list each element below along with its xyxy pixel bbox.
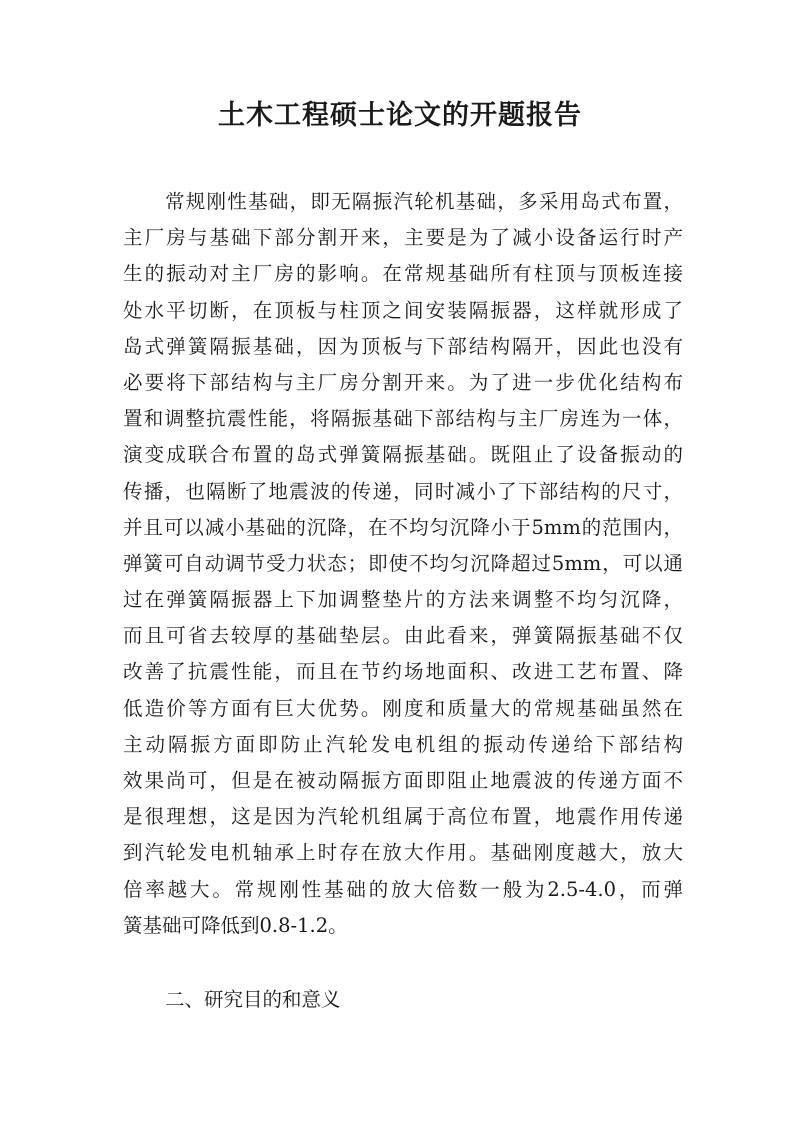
paragraph-line: 倍率越大。常规刚性基础的放大倍数一般为2.5-4.0，而弹: [123, 877, 683, 901]
paragraph-line: 并且可以减小基础的沉降，在不均匀沉降小于5mm的范围内，: [123, 515, 683, 539]
paragraph-line: 低造价等方面有巨大优势。刚度和质量大的常规基础虽然在: [123, 696, 683, 720]
paragraph-line: 而且可省去较厚的基础垫层。由此看来，弹簧隔振基础不仅: [123, 624, 683, 648]
paragraph-line: 演变成联合布置的岛式弹簧隔振基础。既阻止了设备振动的: [123, 443, 683, 467]
body-paragraph: [123, 184, 683, 944]
paragraph-line: 置和调整抗震性能，将隔振基础下部结构与主厂房连为一体，: [123, 407, 683, 431]
document-title: 土木工程硕士论文的开题报告: [218, 100, 582, 131]
paragraph-line: 改善了抗震性能，而且在节约场地面积、改进工艺布置、降: [123, 660, 683, 684]
paragraph-line: 常规刚性基础，即无隔振汽轮机基础，多采用岛式布置，: [165, 190, 683, 213]
paragraph-line: 效果尚可，但是在被动隔振方面即阻止地震波的传递方面不: [123, 769, 683, 792]
paragraph-line: 到汽轮发电机轴承上时存在放大作用。基础刚度越大，放大: [123, 841, 683, 865]
paragraph-line: 簧基础可降低到0.8-1.2。: [123, 913, 348, 937]
paragraph-line: 传播，也隔断了地震波的传递，同时减小了下部结构的尺寸，: [123, 479, 683, 503]
paragraph-line: 岛式弹簧隔振基础，因为顶板与下部结构隔开，因此也没有: [123, 334, 683, 358]
paragraph-line: 必要将下部结构与主厂房分割开来。为了进一步优化结构布: [123, 370, 683, 394]
paragraph-line: 处水平切断，在顶板与柱顶之间安装隔振器，这样就形成了: [123, 298, 683, 322]
paragraph-line: 主动隔振方面即防止汽轮发电机组的振动传递给下部结构: [123, 732, 683, 756]
paragraph-line: 过在弹簧隔振器上下加调整垫片的方法来调整不均匀沉降，: [123, 588, 683, 612]
paragraph-line: 生的振动对主厂房的影响。在常规基础所有柱顶与顶板连接: [123, 262, 683, 286]
paragraph-line: 是很理想，这是因为汽轮机组属于高位布置，地震作用传递: [123, 805, 683, 829]
paragraph-line: 弹簧可自动调节受力状态；即使不均匀沉降超过5mm，可以通: [123, 551, 683, 575]
section-heading: 二、研究目的和意义: [165, 988, 341, 1011]
paragraph-line: 主厂房与基础下部分割开来，主要是为了减小设备运行时产: [123, 226, 683, 250]
